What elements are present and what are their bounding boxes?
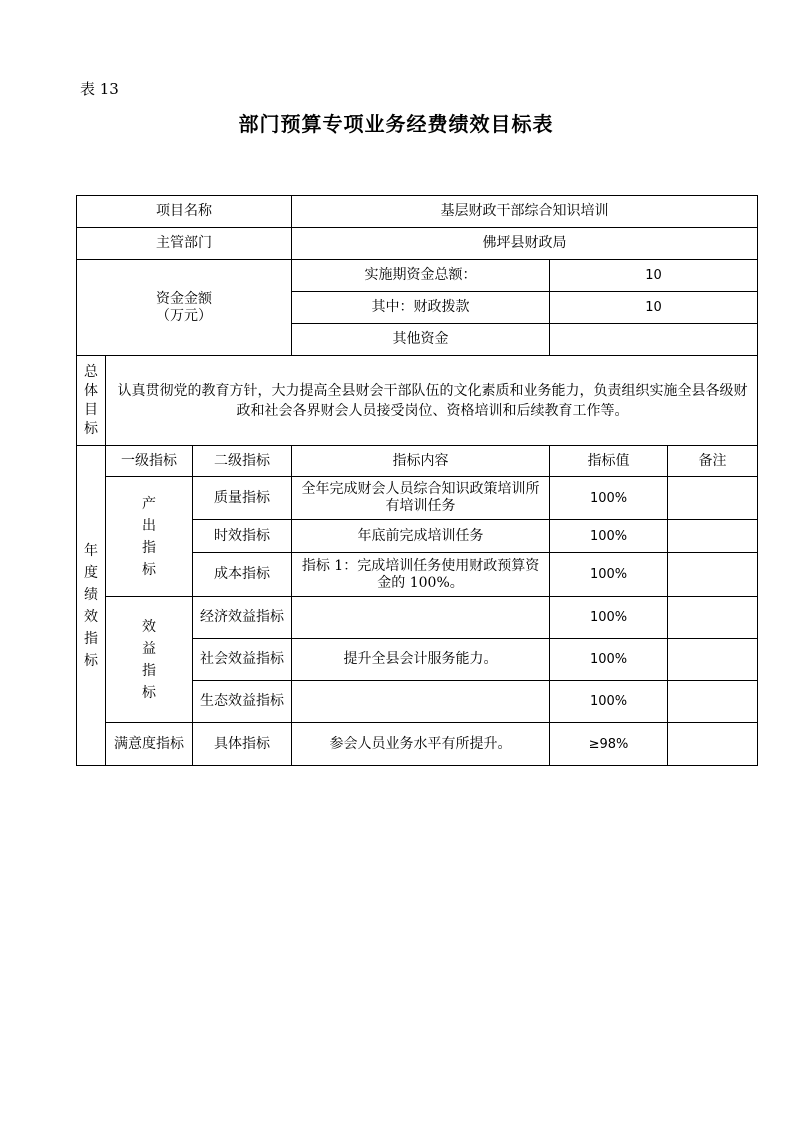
header-content: 指标内容 <box>292 446 550 477</box>
indicator-value: ≥98% <box>550 723 668 766</box>
project-name-value: 基层财政干部综合知识培训 <box>292 196 758 228</box>
indicator-note <box>668 520 758 553</box>
document-title: 部门预算专项业务经费绩效目标表 <box>238 112 554 136</box>
header-level2: 二级指标 <box>193 446 292 477</box>
overall-objective-label-text: 总体目标 <box>84 363 98 437</box>
level2-label: 经济效益指标 <box>193 597 292 639</box>
overall-objective-text: 认真贯彻党的教育方针，大力提高全县财会干部队伍的文化素质和业务能力，负责组织实施全县各级财政和社会各界财会人员接受岗位、资格培训和后续教育工作等。 <box>106 356 758 446</box>
indicator-row <box>77 597 758 639</box>
indicator-content: 参会人员业务水平有所提升。 <box>292 723 550 766</box>
level1-benefit <box>106 597 193 723</box>
indicator-value: 100% <box>550 553 668 597</box>
indicator-row <box>77 477 758 520</box>
level2-label: 具体指标 <box>193 723 292 766</box>
level2-label: 成本指标 <box>193 553 292 597</box>
department-label: 主管部门 <box>77 228 292 260</box>
funds-fiscal-value: 10 <box>550 292 758 324</box>
indicator-value: 100% <box>550 597 668 639</box>
level1-satisfaction: 满意度指标 <box>106 723 193 766</box>
level2-label: 生态效益指标 <box>193 681 292 723</box>
funds-other-value <box>550 324 758 356</box>
level2-label: 质量指标 <box>193 477 292 520</box>
indicator-content <box>292 597 550 639</box>
overall-objective-label <box>77 356 106 446</box>
project-name-label: 项目名称 <box>77 196 292 228</box>
level1-output <box>106 477 193 597</box>
indicator-row <box>77 723 758 766</box>
annual-header-row <box>77 446 758 477</box>
indicator-note <box>668 723 758 766</box>
overall-objective-row <box>77 356 758 446</box>
indicator-value: 100% <box>550 477 668 520</box>
indicator-content: 指标 1：完成培训任务使用财政预算资金的 100%。 <box>292 553 550 597</box>
funds-total-label: 实施期资金总额： <box>292 260 550 292</box>
level1-output-text: 产出指标 <box>142 495 156 578</box>
indicator-note <box>668 553 758 597</box>
performance-target-table <box>76 195 758 766</box>
level2-label: 社会效益指标 <box>193 639 292 681</box>
indicator-note <box>668 639 758 681</box>
funds-other-label: 其他资金 <box>292 324 550 356</box>
indicator-value: 100% <box>550 681 668 723</box>
project-name-row <box>77 196 758 228</box>
indicator-content: 全年完成财会人员综合知识政策培训所有培训任务 <box>292 477 550 520</box>
level2-label: 时效指标 <box>193 520 292 553</box>
indicator-note <box>668 597 758 639</box>
department-value: 佛坪县财政局 <box>292 228 758 260</box>
funds-label-line2: （万元） <box>156 307 213 324</box>
funds-label-line1: 资金金额 <box>156 290 213 307</box>
funds-fiscal-label: 其中：财政拨款 <box>292 292 550 324</box>
indicator-value: 100% <box>550 520 668 553</box>
department-row <box>77 228 758 260</box>
indicator-note <box>668 477 758 520</box>
indicator-note <box>668 681 758 723</box>
header-level1: 一级指标 <box>106 446 193 477</box>
header-note: 备注 <box>668 446 758 477</box>
indicator-content <box>292 681 550 723</box>
funds-label <box>77 260 292 356</box>
funds-total-value: 10 <box>550 260 758 292</box>
funds-total-row <box>77 260 758 292</box>
annual-indicators-label-text: 年度绩效指标 <box>84 542 98 669</box>
indicator-content: 年底前完成培训任务 <box>292 520 550 553</box>
table-number: 表 13 <box>80 80 119 98</box>
level1-benefit-text: 效益指标 <box>142 618 156 701</box>
indicator-content: 提升全县会计服务能力。 <box>292 639 550 681</box>
indicator-value: 100% <box>550 639 668 681</box>
header-value: 指标值 <box>550 446 668 477</box>
annual-indicators-label <box>77 446 106 766</box>
